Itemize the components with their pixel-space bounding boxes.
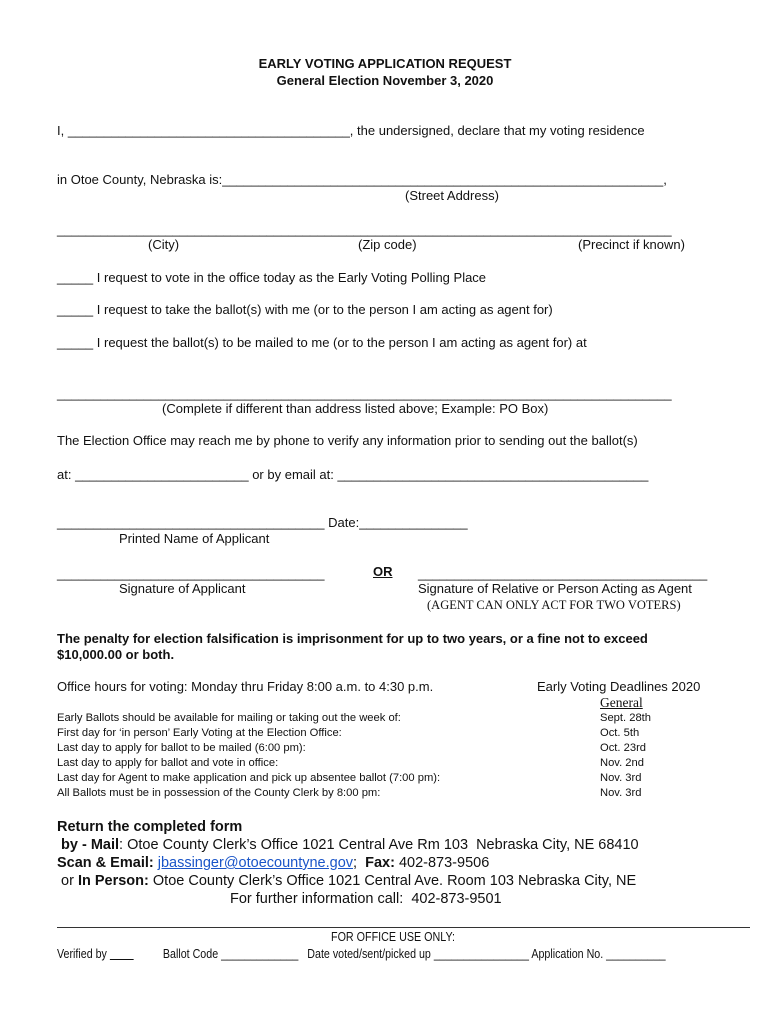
zip-label: (Zip code) (358, 237, 417, 252)
email-link[interactable]: jbassinger@otoecountyne.gov (157, 855, 354, 871)
return-mail-line (57, 837, 639, 853)
office-use-title: FOR OFFICE USE ONLY: (331, 930, 456, 944)
mail-address: : Otoe County Clerk’s Office 1021 Central Ave Rm 103 Nebraska City, NE 68410 (119, 837, 639, 853)
option-mail-ballot: _____ I request the ballot(s) to be mailed to me (or to the person I am acting as agent for) at (57, 335, 587, 350)
mail-label: by - Mail (57, 837, 120, 853)
return-heading: Return the completed form (57, 819, 243, 835)
applicant-signature-line: _____________________________________ (57, 566, 325, 581)
ballot-code-and-more: Ballot Code _____________ Date voted/sent/picked up ________________ Application No. __________ (162, 947, 666, 961)
fax-number: 402-873-9506 (398, 855, 490, 871)
person-prefix: or (57, 873, 78, 889)
phone-email-line: at: ________________________ or by email at: ___________________________________________ (57, 467, 649, 482)
deadline-date: Sept. 28th (600, 712, 652, 724)
city-zip-precinct-line: _____________________________________________________________________________________ (57, 222, 672, 237)
agent-note: (AGENT CAN ONLY ACT FOR TWO VOTERS) (427, 598, 681, 612)
verified-by-blank (110, 947, 163, 961)
in-person-label: In Person: (77, 873, 149, 889)
declaration-line-name: I, _______________________________________, the undersigned, declare that my voting residence (57, 123, 645, 138)
deadline-date: Nov. 3rd (600, 772, 642, 784)
or-label: OR (373, 564, 393, 579)
office-use-fields (57, 947, 666, 961)
fax-label: Fax: (365, 855, 399, 871)
office-hours: Office hours for voting: Monday thru Friday 8:00 a.m. to 4:30 p.m. (57, 679, 434, 694)
deadline-date: Oct. 23rd (600, 742, 647, 754)
semicolon: ; (353, 855, 366, 871)
deadline-date: Nov. 2nd (600, 757, 644, 769)
declaration-line-residence: in Otoe County, Nebraska is:_____________________________________________________________, (57, 172, 667, 187)
further-info: For further information call: 402-873-9501 (230, 891, 502, 907)
deadline-date: Oct. 5th (600, 727, 640, 739)
deadline-label: Last day for Agent to make application and pick up absentee ballot (7:00 pm): (57, 772, 441, 784)
deadline-label: Last day to apply for ballot to be mailed (6:00 pm): (57, 742, 306, 754)
agent-signature-label: Signature of Relative or Person Acting as Agent (418, 581, 692, 596)
alt-address-label: (Complete if different than address listed above; Example: PO Box) (162, 401, 549, 416)
option-vote-in-office: _____ I request to vote in the office today as the Early Voting Polling Place (57, 270, 487, 285)
form-subtitle: General Election November 3, 2020 (276, 73, 494, 88)
verified-by-label: Verified by (57, 947, 110, 961)
penalty-line-2: $10,000.00 or both. (57, 647, 175, 662)
deadlines-subtitle: General (600, 695, 643, 710)
applicant-signature-label: Signature of Applicant (119, 581, 246, 596)
city-label: (City) (148, 237, 180, 252)
in-person-address: Otoe County Clerk’s Office 1021 Central Ave. Room 103 Nebraska City, NE (148, 873, 637, 889)
form-title: EARLY VOTING APPLICATION REQUEST (258, 56, 512, 71)
agent-signature-line: ________________________________________ (418, 566, 708, 581)
deadline-label: First day for ‘in person’ Early Voting at the Election Office: (57, 727, 342, 739)
precinct-label: (Precinct if known) (578, 237, 685, 252)
deadline-date: Nov. 3rd (600, 787, 642, 799)
deadline-label: Early Ballots should be available for mailing or taking out the week of: (57, 712, 401, 724)
return-person-line (57, 873, 636, 889)
contact-line: The Election Office may reach me by phone to verify any information prior to sending out the ballot(s) (57, 433, 638, 448)
return-scan-line (57, 855, 489, 871)
option-take-ballot: _____ I request to take the ballot(s) with me (or to the person I am acting as agent for) (57, 302, 553, 317)
office-use-divider (57, 927, 750, 928)
deadline-label: All Ballots must be in possession of the County Clerk by 8:00 pm: (57, 787, 381, 799)
street-address-label: (Street Address) (405, 188, 499, 203)
printed-name-date-line: _____________________________________ Date:_______________ (57, 515, 468, 530)
alt-address-line: _____________________________________________________________________________________ (57, 386, 672, 401)
penalty-line-1: The penalty for election falsification is imprisonment for up to two years, or a fine not to exceed (57, 631, 648, 646)
scan-email-label: Scan & Email: (57, 855, 158, 871)
deadlines-title: Early Voting Deadlines 2020 (537, 679, 701, 694)
printed-name-label: Printed Name of Applicant (119, 531, 270, 546)
deadline-label: Last day to apply for ballot and vote in office: (57, 757, 279, 769)
